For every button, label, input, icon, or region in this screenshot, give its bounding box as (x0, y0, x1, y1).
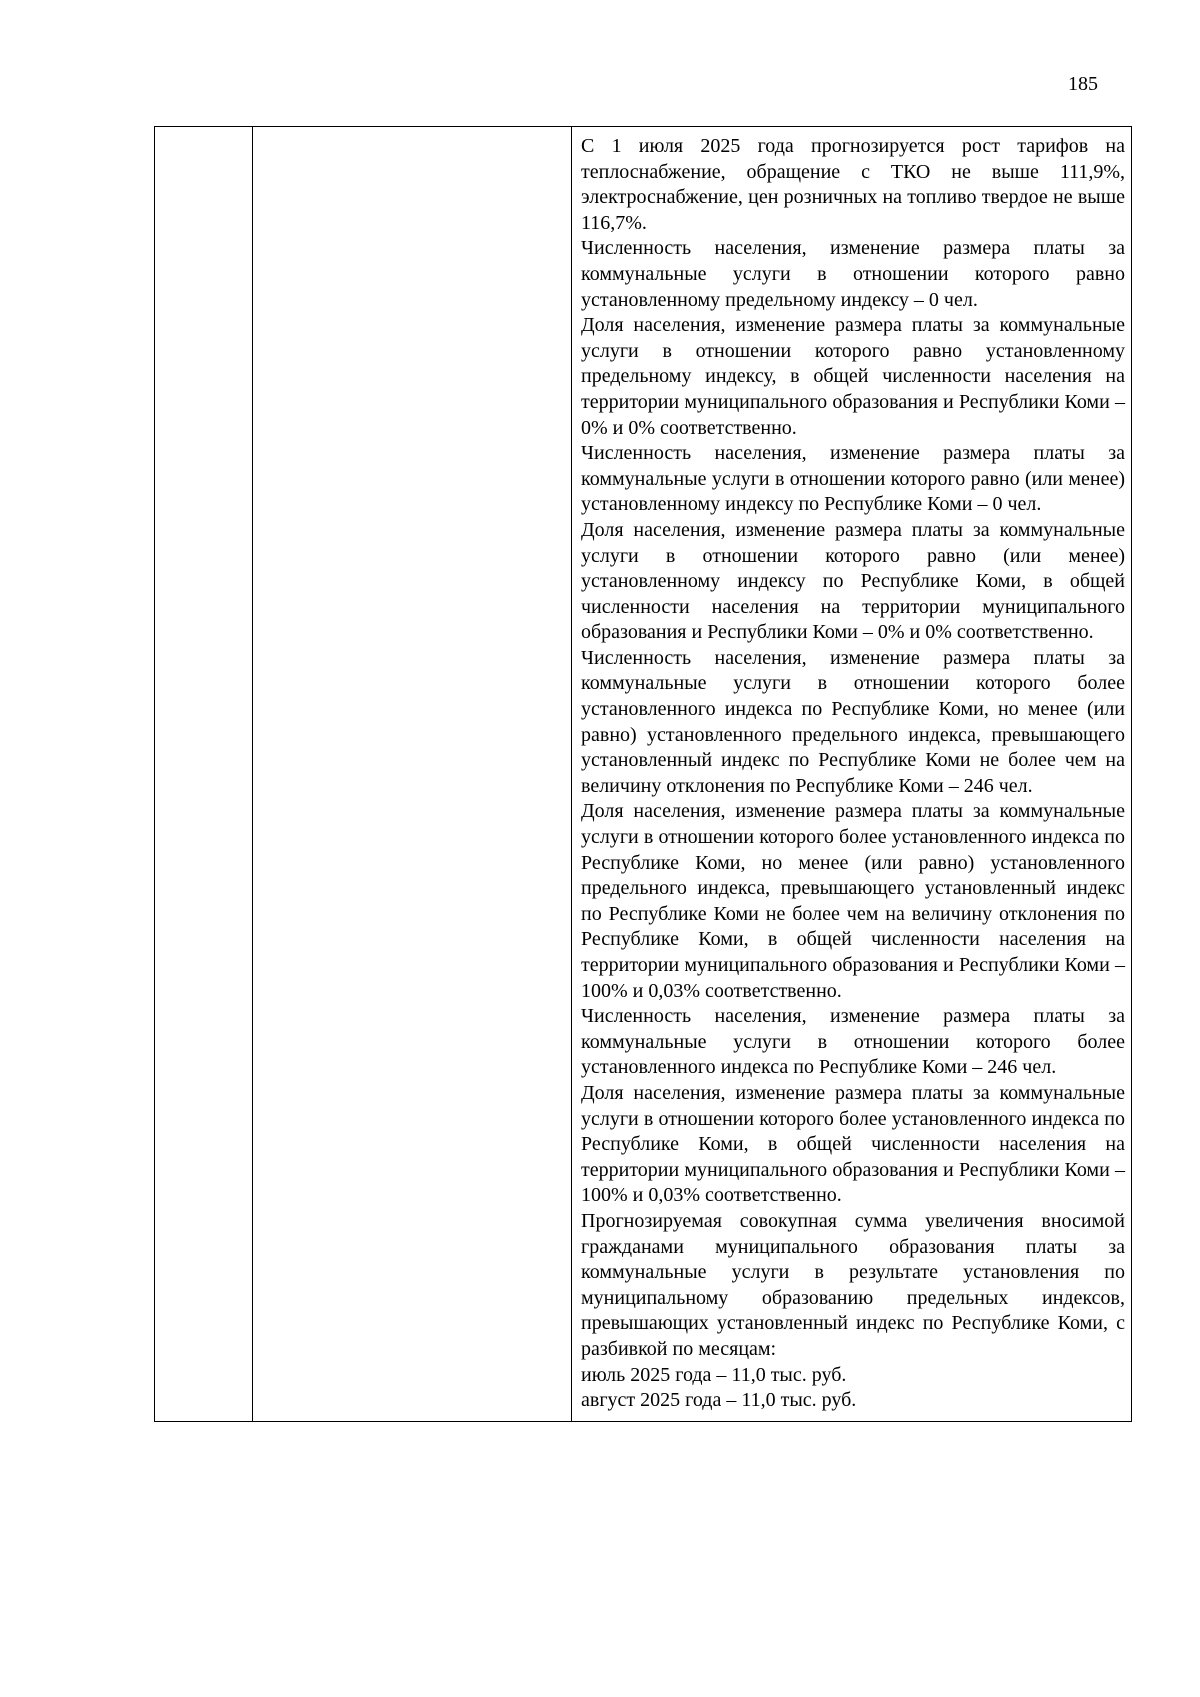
cell-text-block (572, 127, 1131, 1421)
share-within-deviation-paragraph: Доля населения, изменение размера платы за коммунальные услуги в отношении которого более установленного индекса по Республике Коми, но менее (или равно) установленного предельного индекса, превышающего установленный индекс по Республике Коми не более чем на величину отклонения по Республике Коми, в общей численности населения на территории муниципального образования и Республики Коми – 100% и 0,03% соответственно. (581, 800, 1125, 1002)
forecast-total-increase-paragraph: Прогнозируемая совокупная сумма увеличения вносимой гражданами муниципального образования платы за коммунальные услуги в результате установления по муниципальному образованию предельных индексов, превышающих установленный индекс по Республике Коми, с разбивкой по месяцам: (581, 1209, 1125, 1360)
population-at-limit-index-paragraph: Численность населения, изменение размера платы за коммунальные услуги в отношении которого равно установленному предельному индексу – 0 чел. (581, 237, 1125, 311)
page-number: 185 (1068, 73, 1098, 95)
share-above-komi-index-paragraph: Доля населения, изменение размера платы за коммунальные услуги в отношении которого более установленного индекса по Республике Коми, в общей численности населения на территории муниципального образования и Республики Коми – 100% и 0,03% соответственно. (581, 1081, 1125, 1207)
document-table (154, 126, 1132, 1422)
tariff-growth-paragraph: С 1 июля 2025 года прогнозируется рост тарифов на теплоснабжение, обращение с ТКО не выше 111,9%, электроснабжение, цен розничных на топливо твердое не выше 116,7%. (581, 135, 1125, 234)
share-at-or-below-komi-index-paragraph: Доля населения, изменение размера платы за коммунальные услуги в отношении которого равно (или менее) установленному индексу по Республике Коми, в общей численности населения на территории муниципального образования и Республики Коми – 0% и 0% соответственно. (581, 518, 1125, 644)
table-cell-1 (155, 127, 253, 1422)
population-within-deviation-paragraph: Численность населения, изменение размера платы за коммунальные услуги в отношении которого более установленного индекса по Республике Коми, но менее (или равно) установленного предельного индекса, превышающего установленный индекс по Республике Коми не более чем на величину отклонения по Республике Коми – 246 чел. (581, 646, 1125, 797)
table-cell-3 (572, 127, 1132, 1422)
population-at-or-below-komi-index-paragraph: Численность населения, изменение размера платы за коммунальные услуги в отношении которого равно (или менее) установленному индексу по Республике Коми – 0 чел. (581, 442, 1125, 516)
population-above-komi-index-paragraph: Численность населения, изменение размера платы за коммунальные услуги в отношении которого более установленного индекса по Республике Коми – 246 чел. (581, 1005, 1125, 1079)
table-cell-2 (253, 127, 572, 1422)
august-amount-line: август 2025 года – 11,0 тыс. руб. (581, 1389, 857, 1412)
share-at-limit-index-paragraph: Доля населения, изменение размера платы за коммунальные услуги в отношении которого равно установленному предельному индексу, в общей численности населения на территории муниципального образования и Республики Коми – 0% и 0% соответственно. (581, 314, 1125, 439)
table-row (155, 127, 1132, 1422)
july-amount-line: июль 2025 года – 11,0 тыс. руб. (581, 1363, 847, 1386)
